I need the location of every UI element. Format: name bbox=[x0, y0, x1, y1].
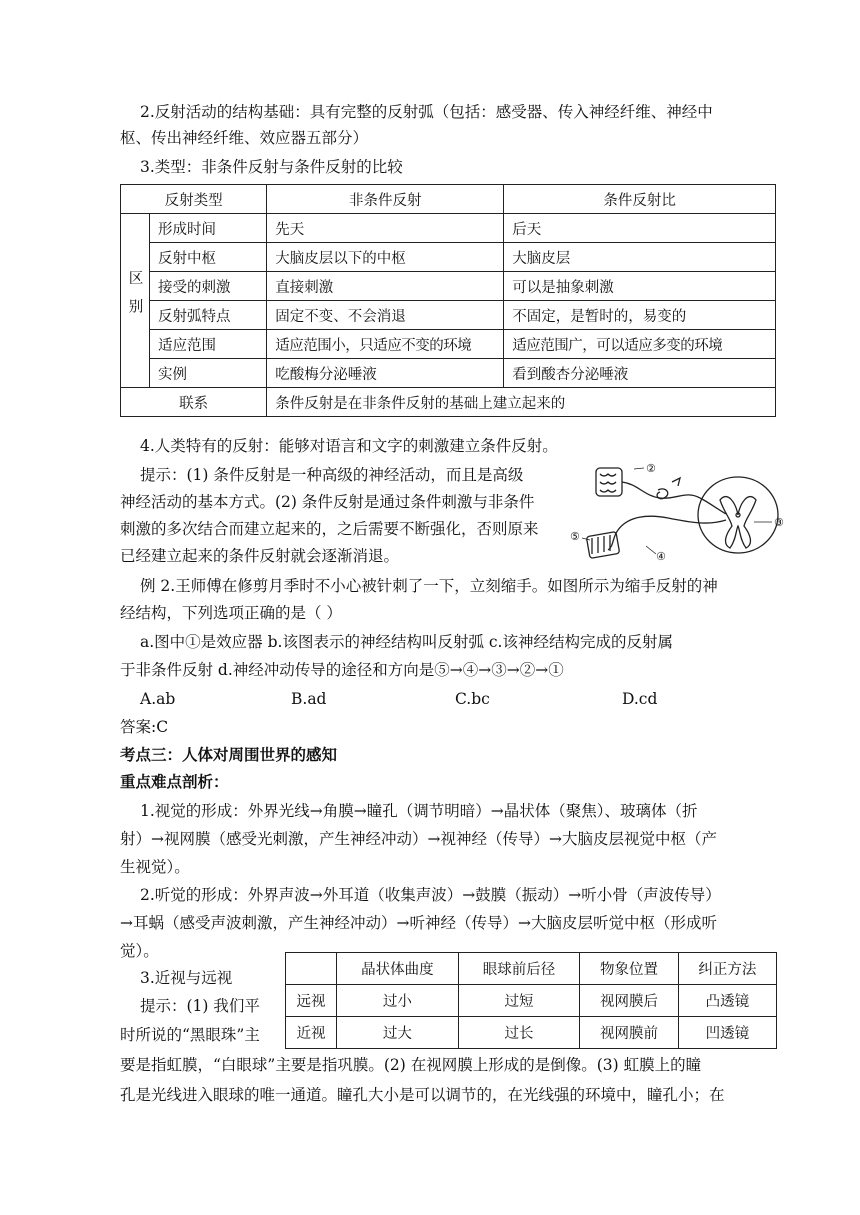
table-cell: 适应范围小，只适应不变的环境 bbox=[267, 330, 504, 359]
table-header: 晶状体曲度 bbox=[337, 953, 459, 985]
table-cell: 看到酸杏分泌唾液 bbox=[504, 359, 776, 388]
table-cell: 联系 bbox=[121, 388, 267, 417]
option-a: A.ab bbox=[140, 690, 176, 708]
table-cell: 固定不变、不会消退 bbox=[267, 301, 504, 330]
table-header: 眼球前后径 bbox=[458, 953, 580, 985]
text-line: →耳蜗（感受声波刺激，产生神经冲动）→听神经（传导）→大脑皮层听觉中枢（形成听 bbox=[120, 914, 717, 932]
table-cell: 过大 bbox=[337, 1017, 459, 1049]
text-line: 于非条件反射 d.神经冲动传导的途径和方向是⑤→④→③→②→① bbox=[120, 661, 564, 679]
text-line: 已经建立起来的条件反射就会逐渐消退。 bbox=[120, 547, 400, 565]
text-line: 3.近视与远视 bbox=[140, 969, 233, 987]
table-cell: 适应范围 bbox=[150, 330, 267, 359]
table-cell: 近视 bbox=[286, 1017, 337, 1049]
receptor-skin-shape bbox=[596, 468, 622, 496]
table-cell: 后天 bbox=[504, 214, 776, 243]
section-heading: 考点三：人体对周围世界的感知 bbox=[120, 746, 338, 764]
option-d: D.cd bbox=[622, 690, 658, 708]
table-header: 条件反射比 bbox=[504, 185, 776, 214]
table-cell: 条件反射是在非条件反射的基础上建立起来的 bbox=[267, 388, 776, 417]
table-cell: 大脑皮层以下的中枢 bbox=[267, 243, 504, 272]
text-line: 神经活动的基本方式。(2) 条件反射是通过条件刺激与非条件 bbox=[120, 493, 535, 511]
figure-label: ④ bbox=[656, 550, 666, 563]
text-line: 枢、传出神经纤维、效应器五部分） bbox=[120, 129, 369, 147]
text-line: 要是指虹膜，“白眼球”主要是指巩膜。(2) 在视网膜上形成的是倒像。(3) 虹膜上的瞳 bbox=[120, 1056, 702, 1074]
table-header: 纠正方法 bbox=[678, 953, 776, 985]
table-header: 反射类型 bbox=[121, 185, 267, 214]
diff-label: 区别 bbox=[126, 270, 143, 327]
table-cell: 反射中枢 bbox=[150, 243, 267, 272]
option-c: C.bc bbox=[455, 690, 490, 708]
text-line: 2.反射活动的结构基础：具有完整的反射弧（包括：感受器、传入神经纤维、神经中 bbox=[140, 103, 713, 121]
text-line: 孔是光线进入眼球的唯一通道。瞳孔大小是可以调节的，在光线强的环境中，瞳孔小；在 bbox=[120, 1086, 725, 1104]
table-cell: 凸透镜 bbox=[678, 985, 776, 1017]
vision-table bbox=[285, 952, 777, 1049]
reflex-comparison-table bbox=[120, 184, 776, 417]
figure-label: ② bbox=[646, 462, 656, 475]
text-line: 生视觉）。 bbox=[120, 858, 190, 876]
text-line: 2.听觉的形成：外界声波→外耳道（收集声波）→鼓膜（振动）→听小骨（声波传导） bbox=[140, 886, 721, 904]
table-cell: 凹透镜 bbox=[678, 1017, 776, 1049]
table-header bbox=[286, 953, 337, 985]
text-line: 提示：(1) 我们平 bbox=[140, 997, 260, 1015]
text-line: 经结构，下列选项正确的是（ ） bbox=[120, 604, 342, 622]
figure-label: ⑤ bbox=[570, 530, 580, 543]
answer-line: 答案:C bbox=[120, 718, 169, 736]
table-cell: 不固定，是暂时的，易变的 bbox=[504, 301, 776, 330]
table-cell: 直接刺激 bbox=[267, 272, 504, 301]
table-cell: 先天 bbox=[267, 214, 504, 243]
text-line: 时所说的“黑眼珠”主 bbox=[120, 1026, 260, 1044]
table-cell: 远视 bbox=[286, 985, 337, 1017]
text-line: 提示：(1) 条件反射是一种高级的神经活动，而且是高级 bbox=[140, 466, 524, 484]
text-line: 1.视觉的形成：外界光线→角膜→瞳孔（调节明暗）→晶状体（聚焦）、玻璃体（折 bbox=[140, 802, 698, 820]
table-cell: 过小 bbox=[337, 985, 459, 1017]
table-cell: 吃酸梅分泌唾液 bbox=[267, 359, 504, 388]
table-cell: 适应范围广，可以适应多变的环境 bbox=[504, 330, 776, 359]
table-cell: 可以是抽象刺激 bbox=[504, 272, 776, 301]
diff-label-cell bbox=[121, 214, 150, 388]
text-line: 射）→视网膜（感受光刺激，产生神经冲动）→视神经（传导）→大脑皮层视觉中枢（产 bbox=[120, 830, 717, 848]
table-header: 非条件反射 bbox=[267, 185, 504, 214]
reflex-arc-figure bbox=[568, 460, 788, 572]
table-cell: 过短 bbox=[458, 985, 580, 1017]
text-line: a.图中①是效应器 b.该图表示的神经结构叫反射弧 c.该神经结构完成的反射属 bbox=[140, 633, 673, 651]
text-line: 4.人类特有的反射：能够对语言和文字的刺激建立条件反射。 bbox=[140, 437, 558, 455]
table-cell: 实例 bbox=[150, 359, 267, 388]
table-cell: 视网膜后 bbox=[580, 985, 678, 1017]
text-line: 3.类型：非条件反射与条件反射的比较 bbox=[140, 158, 403, 176]
table-cell: 视网膜前 bbox=[580, 1017, 678, 1049]
table-cell: 形成时间 bbox=[150, 214, 267, 243]
table-cell: 接受的刺激 bbox=[150, 272, 267, 301]
sub-heading: 重点难点剖析： bbox=[120, 773, 229, 791]
table-header: 物象位置 bbox=[580, 953, 678, 985]
option-b: B.ad bbox=[291, 690, 327, 708]
table-cell: 大脑皮层 bbox=[504, 243, 776, 272]
text-line: 例 2.王师傅在修剪月季时不小心被针刺了一下，立刻缩手。如图所示为缩手反射的神 bbox=[140, 577, 718, 595]
figure-label: ③ bbox=[774, 516, 784, 529]
table-cell: 过长 bbox=[458, 1017, 580, 1049]
table-cell: 反射弧特点 bbox=[150, 301, 267, 330]
text-line: 觉）。 bbox=[120, 942, 159, 960]
text-line: 刺激的多次结合而建立起来的，之后需要不断强化，否则原来 bbox=[120, 520, 539, 538]
